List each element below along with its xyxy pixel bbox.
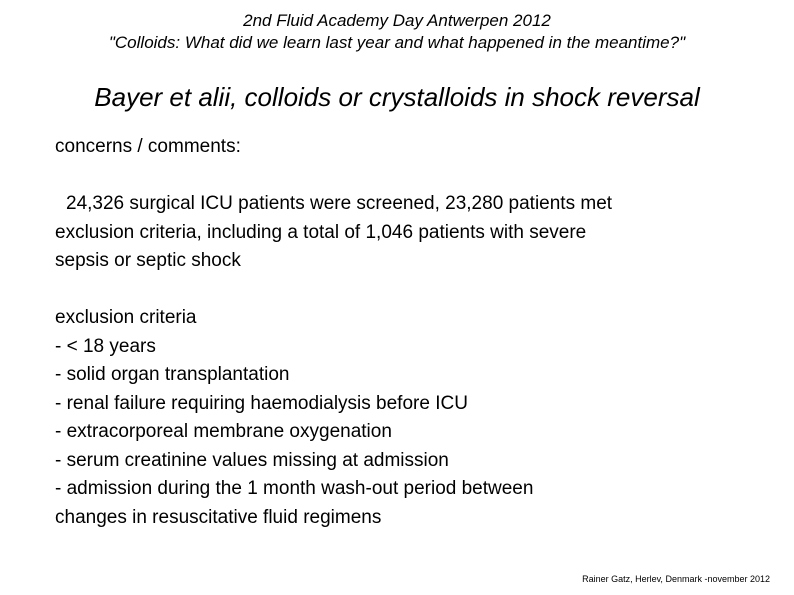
screening-line: 24,326 surgical ICU patients were screened, 23,280 patients met	[66, 193, 613, 214]
list-item: - serum creatinine values missing at admission	[55, 449, 449, 471]
list-item-continuation: changes in resuscitative fluid regimens	[55, 506, 382, 528]
slide-header	[0, 10, 794, 54]
screening-line: sepsis or septic shock	[55, 250, 241, 271]
list-item: - < 18 years	[55, 335, 156, 357]
exclusion-heading: exclusion criteria	[55, 307, 197, 328]
screening-paragraph	[55, 190, 775, 276]
list-item: - extracorporeal membrane oxygenation	[55, 421, 392, 442]
concerns-heading: concerns / comments:	[55, 136, 241, 157]
list-item: - admission during the 1 month wash-out period between	[55, 478, 534, 499]
list-item: - renal failure requiring haemodialysis before ICU	[55, 392, 468, 414]
talk-title: "Colloids: What did we learn last year and what happened in the meantime?"	[108, 33, 686, 52]
author-footer: Rainer Gatz, Herlev, Denmark -november 2012	[582, 574, 770, 584]
slide-title: Bayer et alii, colloids or crystalloids in shock reversal	[94, 82, 700, 112]
list-item: - solid organ transplantation	[55, 364, 290, 385]
exclusion-criteria-list	[55, 304, 775, 532]
conference-title: 2nd Fluid Academy Day Antwerpen 2012	[243, 11, 551, 30]
screening-line: exclusion criteria, including a total of 1,046 patients with severe	[55, 221, 587, 243]
